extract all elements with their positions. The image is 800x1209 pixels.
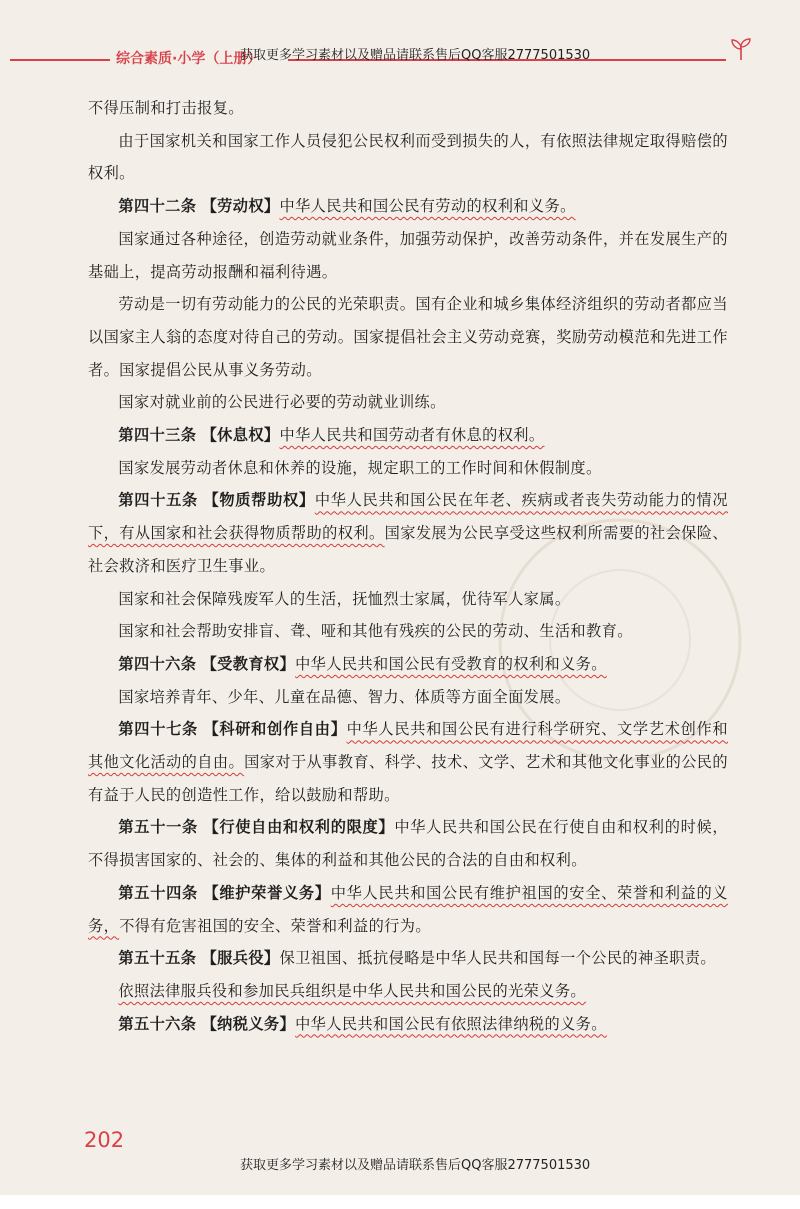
article-number: 第五十一条 [118,818,198,837]
article-number: 第五十四条 [118,883,198,902]
article-title: 【物质帮助权】 [203,491,315,510]
body-paragraph [88,583,728,616]
body-paragraph [88,288,728,386]
article-title: 【维护荣誉义务】 [203,883,331,902]
article-number: 第四十二条 [118,197,197,216]
paragraph-text: 中华人民共和国公民有维护祖国的安全、荣誉和利益的义务， [88,883,729,935]
article-number: 第四十五条 [118,491,198,510]
running-header-title: 综合素质·小学（上册） [112,48,265,68]
paragraph-text: 中华人民共和国劳动者有休息的权利。 [279,426,545,445]
paragraph-rest: 不得有危害祖国的安全、荣誉和利益的行为。 [119,916,431,935]
body-paragraph [88,681,728,714]
paragraph-text: 国家发展劳动者休息和休养的设施，规定职工的工作时间和休假制度。 [118,458,602,477]
paragraph-text: 中华人民共和国公民有进行科学研究、文学艺术创作和其他文化活动的自由。 [88,720,728,772]
paragraph-text: 不得压制和打击报复。 [88,99,244,117]
paragraph-text: 国家培养青年、少年、儿童在品德、智力、体质等方面全面发展。 [118,687,571,706]
body-paragraph [88,386,728,419]
paragraph-rest: 国家发展为公民享受这些权利所需要的社会保险、社会救济和医疗卫生事业。 [88,524,728,575]
paragraph-text: 中华人民共和国公民在年老、疾病或者丧失劳动能力的情况下，有从国家和社会获得物质帮助的权利。 [88,491,729,543]
page-number: 202 [84,1128,125,1152]
article-paragraph [88,713,728,811]
article-number: 第五十六条 [118,1014,197,1033]
article-title: 【劳动权】 [201,197,280,216]
article-paragraph [88,419,728,452]
paragraph-rest: 中华人民共和国公民在行使自由和权利的时候，不得损害国家的、社会的、集体的利益和其他公民的合法的自由和权利。 [88,818,728,870]
paragraph-text: 劳动是一切有劳动能力的公民的光荣职责。国有企业和城乡集体经济组织的劳动者都应当以国家主人翁的态度对待自己的劳动。国家提倡社会主义劳动竞赛，奖励劳动模范和先进工作者。国家提倡公民从事义务劳动。 [88,295,728,379]
paragraph-text: 中华人民共和国公民有劳动的权利和义务。 [279,197,576,216]
paragraph-rest: 国家对于从事教育、科学、技术、文学、艺术和其他文化事业的公民的有益于人民的创造性工作，给以鼓励和帮助。 [88,753,729,804]
article-paragraph [88,877,728,942]
article-paragraph [88,190,728,223]
paragraph-text: 中华人民共和国公民有受教育的权利和义务。 [295,654,607,673]
article-title: 【服兵役】 [201,949,280,968]
article-title: 【受教育权】 [201,654,296,673]
article-body [88,92,728,1040]
paragraph-rest: 保卫祖国、抵抗侵略是中华人民共和国每一个公民的神圣职责。 [279,949,716,968]
article-title: 【行使自由和权利的限度】 [203,818,395,837]
body-paragraph [88,975,728,1008]
sprout-icon [728,36,754,62]
body-paragraph [88,452,728,485]
article-number: 第四十六条 [118,654,197,673]
paragraph-text: 依照法律服兵役和参加民兵组织是中华人民共和国公民的光荣义务。 [118,981,587,1000]
article-paragraph [88,1008,728,1041]
watermark-top: 获取更多学习素材以及赠品请联系售后QQ客服2777501530 [240,48,591,63]
watermark-bottom: 获取更多学习素材以及赠品请联系售后QQ客服2777501530 [240,1158,591,1173]
paragraph-text: 国家对就业前的公民进行必要的劳动就业训练。 [118,393,446,412]
body-paragraph [88,615,728,648]
article-number: 第四十三条 [118,426,197,445]
paragraph-text: 国家和社会保障残废军人的生活，抚恤烈士家属，优待军人家属。 [118,589,571,608]
paragraph-text: 国家通过各种途径，创造劳动就业条件，加强劳动保护，改善劳动条件，并在发展生产的基础上，提高劳动报酬和福利待遇。 [88,229,728,281]
article-paragraph [88,648,728,681]
article-paragraph [88,484,728,582]
paragraph-text: 国家和社会帮助安排盲、聋、哑和其他有残疾的公民的劳动、生活和教育。 [118,622,633,641]
header-rule-left [10,59,110,61]
article-title: 【纳税义务】 [201,1014,296,1033]
article-number: 第四十七条 [118,720,198,739]
article-title: 【休息权】 [201,426,280,445]
body-paragraph [88,125,728,190]
paragraph-text: 中华人民共和国公民有依照法律纳税的义务。 [295,1014,607,1033]
article-number: 第五十五条 [118,949,197,968]
body-paragraph [88,92,728,125]
article-paragraph [88,942,728,975]
body-paragraph [88,223,728,288]
article-paragraph [88,811,728,876]
article-title: 【科研和创作自由】 [203,720,347,739]
paragraph-text: 由于国家机关和国家工作人员侵犯公民权利而受到损失的人，有依照法律规定取得赔偿的权利。 [88,131,728,183]
